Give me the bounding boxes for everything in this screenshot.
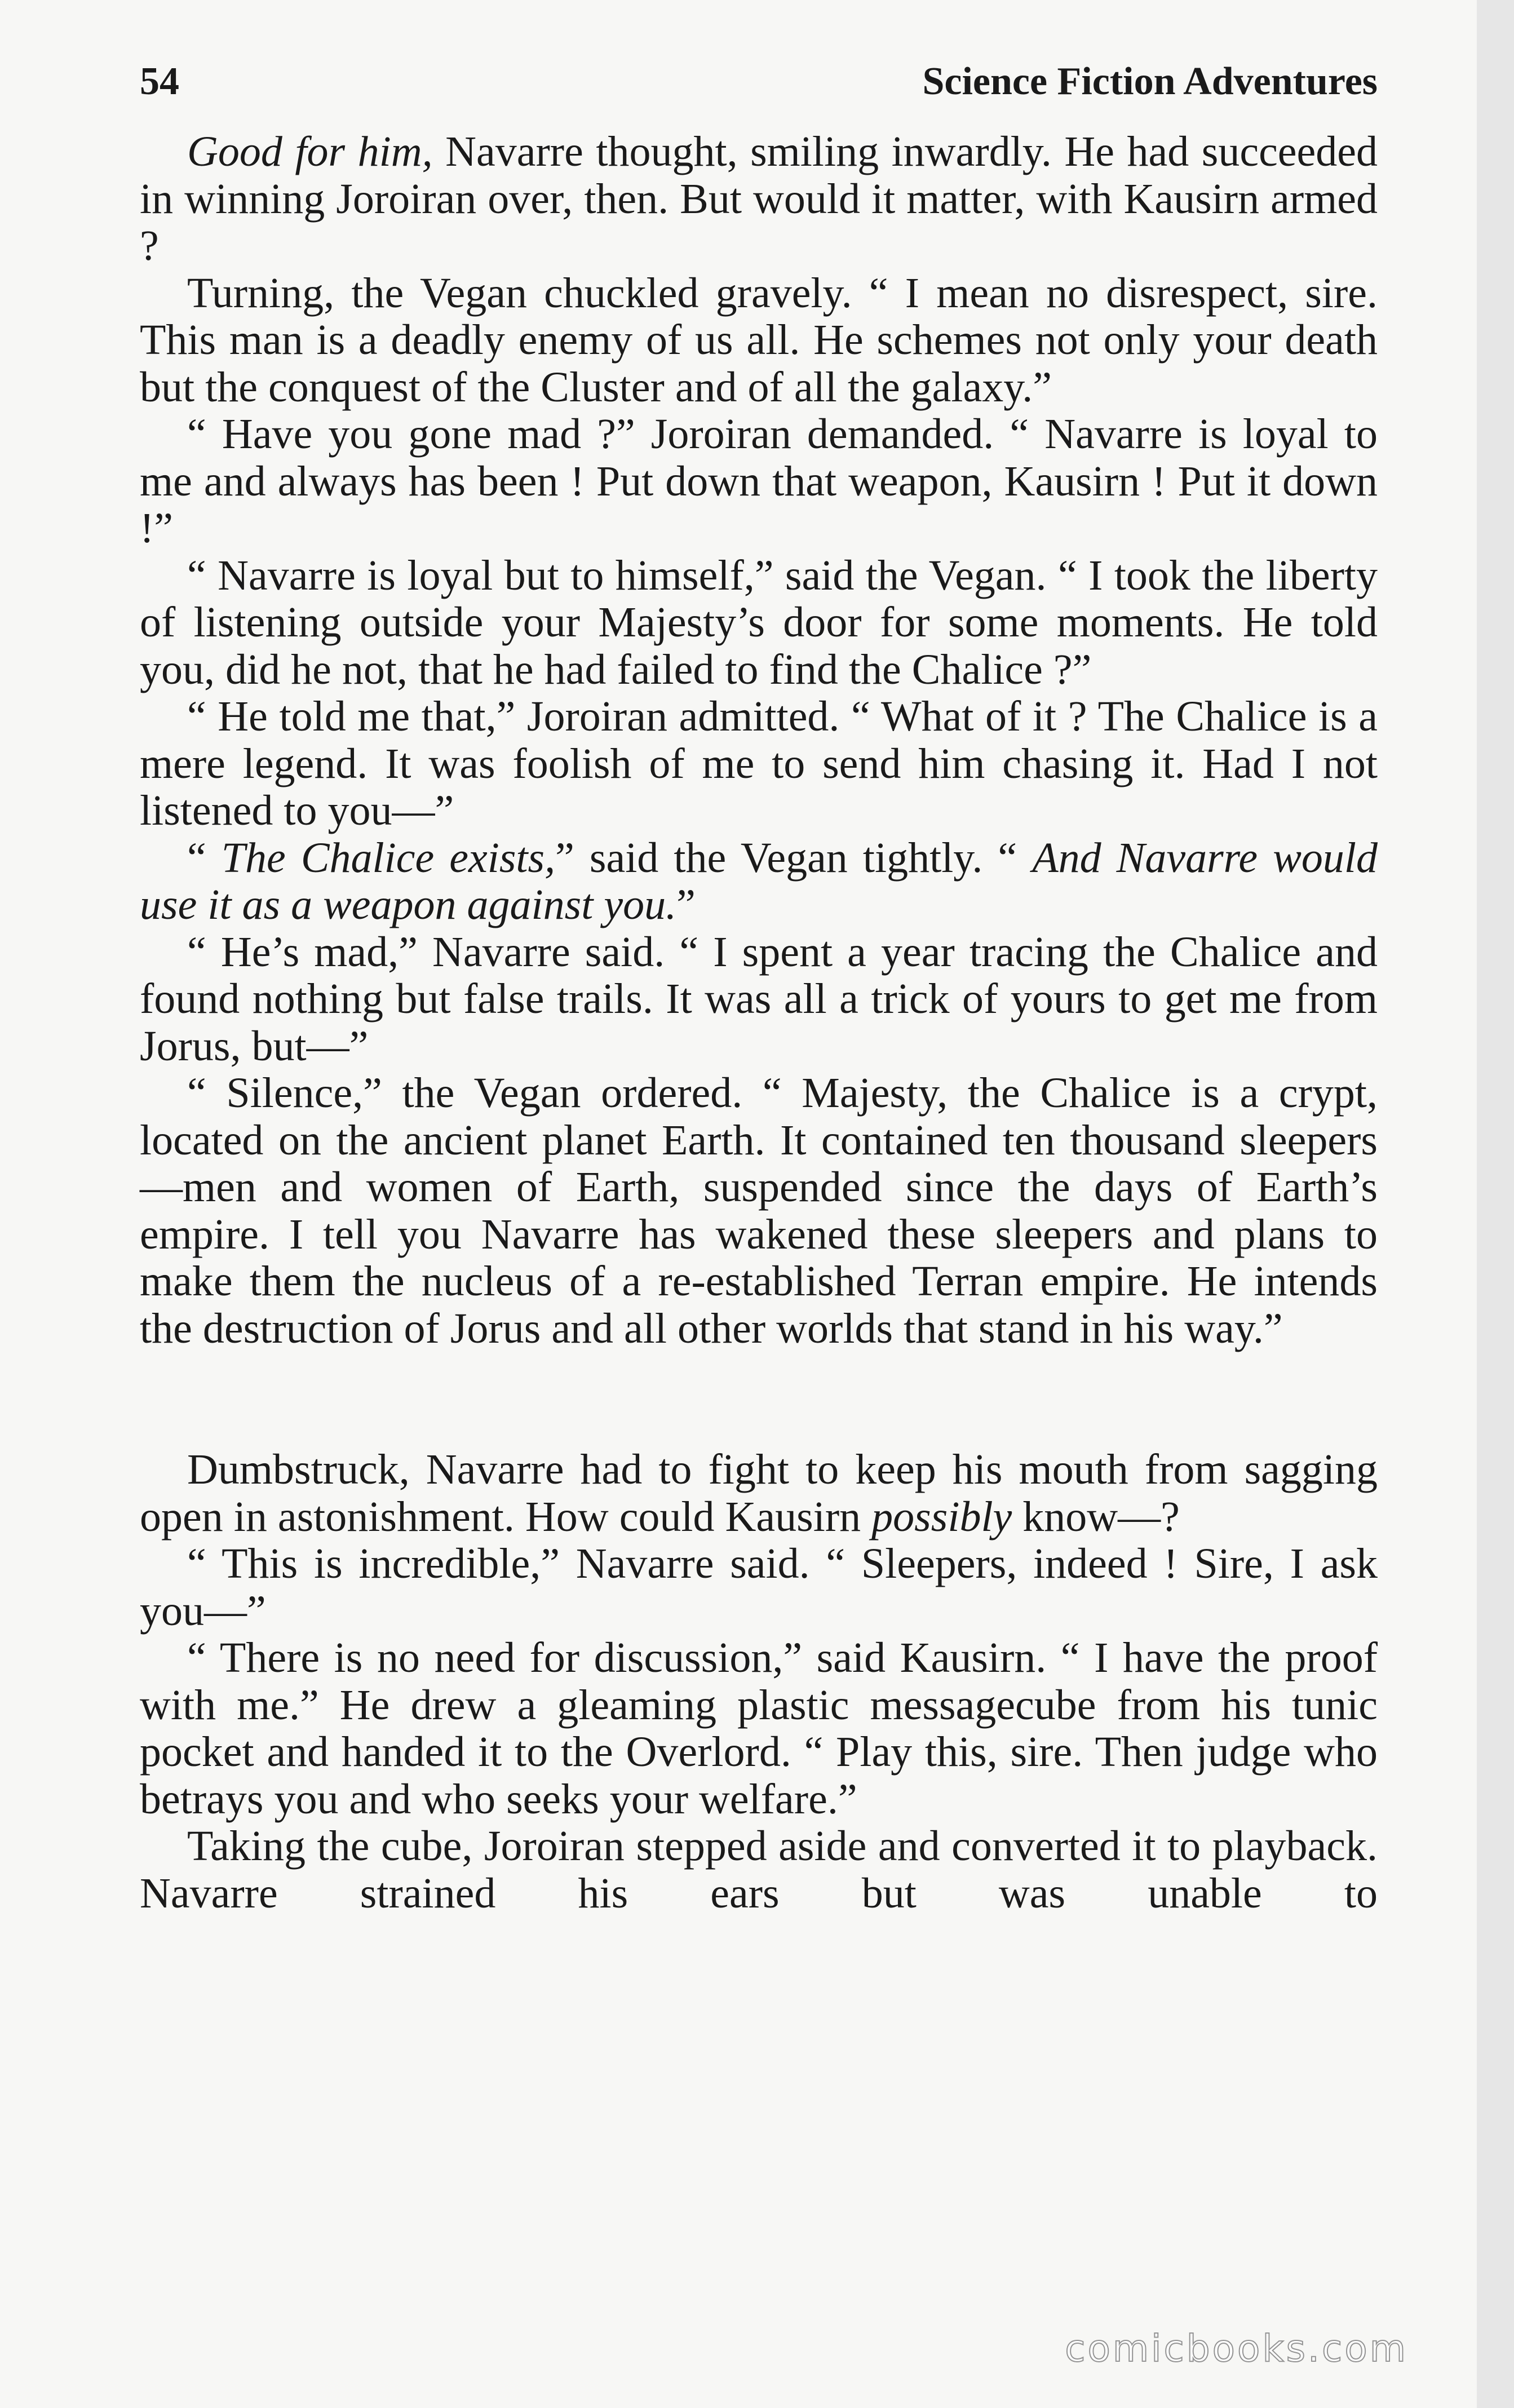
text-run: “ He’s mad,” Navarre said. “ I spent a year tracing the Chalice and found nothing but false trails. It was all a trick of yours to get me from Jorus, but—” [140, 928, 1378, 1070]
paragraph [140, 1823, 1378, 1917]
text-run: “ Silence,” the Vegan ordered. “ Majesty, the Chalice is a crypt, located on the ancient planet Earth. It contained ten thousand sleepers—men and women of Earth, suspended since the days of Earth’s empire. I tell you Navarre has wakened these sleepers and plans to make them the nucleus of a re-established Terran empire. He intends the destruction of Jorus and all other worlds that stand in his way.” [140, 1069, 1378, 1352]
text-run: ” [676, 881, 696, 928]
text-run: Turning, the Vegan chuckled gravely. “ I mean no disrespect, sire. This man is a deadly enemy of us all. He schemes not only your death but the conquest of the Cluster and of all the galaxy.” [140, 269, 1378, 411]
running-title: Science Fiction Adventures [922, 60, 1378, 103]
text-run: “ This is incredible,” Navarre said. “ Sleepers, indeed ! Sire, I ask you—” [140, 1540, 1378, 1635]
text-run: “ Navarre is loyal but to himself,” said the Vegan. “ I took the liberty of listening outside your Majesty’s door for some moments. He told you, did he not, that he had failed to find the Chalice ?” [140, 551, 1378, 693]
scan-margin-strip [1477, 0, 1514, 2408]
text-run: Navarre thought, smiling inwardly. He had succeeded in winning Joroiran over, then. But would it matter, with Kausirn armed ? [140, 128, 1378, 269]
text-run: “ Have you gone mad ?” Joroiran demanded. “ Navarre is loyal to me and always has been ! Put down that weapon, Kausirn ! Put it down !” [140, 410, 1378, 552]
italic-text-run: The Chalice exists, [221, 834, 556, 882]
running-head [140, 62, 1378, 129]
body-text [140, 129, 1378, 1917]
paragraph [140, 1635, 1378, 1823]
italic-text-run: Good for him, [187, 128, 433, 175]
text-run: Taking the cube, Joroiran stepped aside and converted it to playback. Navarre strained his ears but was unable to [140, 1822, 1378, 1917]
paragraph [140, 835, 1378, 929]
watermark: comicbooks.com [1065, 2327, 1408, 2370]
text-run: know—? [1012, 1493, 1180, 1541]
page-number: 54 [140, 60, 179, 103]
paragraph [140, 552, 1378, 694]
paragraph [140, 129, 1378, 270]
text-run: “ [187, 834, 222, 882]
paragraph [140, 929, 1378, 1070]
paragraph [140, 270, 1378, 411]
text-run: “ There is no need for discussion,” said Kausirn. “ I have the proof with me.” He drew a gleaming plastic messagecube from his tunic pocket and handed it to the Overlord. “ Play this, sire. Then judge who betrays you and who seeks your welfare.” [140, 1634, 1378, 1823]
italic-text-run: And Navarre would use it as a weapon against you. [140, 834, 1378, 928]
text-run: “ He told me that,” Joroiran admitted. “ What of it ? The Chalice is a mere legend. It was foolish of me to send him chasing it. Had I not listened to you—” [140, 693, 1378, 834]
paragraph [140, 693, 1378, 835]
italic-text-run: possibly [871, 1493, 1012, 1541]
paragraph [140, 1070, 1378, 1352]
text-block [140, 62, 1378, 1917]
paragraph [140, 1446, 1378, 1541]
paragraph [140, 1541, 1378, 1635]
text-run: Dumbstruck, Navarre had to fight to keep his mouth from sagging open in astonishment. How could Kausirn [140, 1446, 1378, 1541]
paragraph [140, 411, 1378, 552]
section-break [140, 1352, 1378, 1446]
text-run: ” said the Vegan tightly. “ [555, 834, 1033, 882]
